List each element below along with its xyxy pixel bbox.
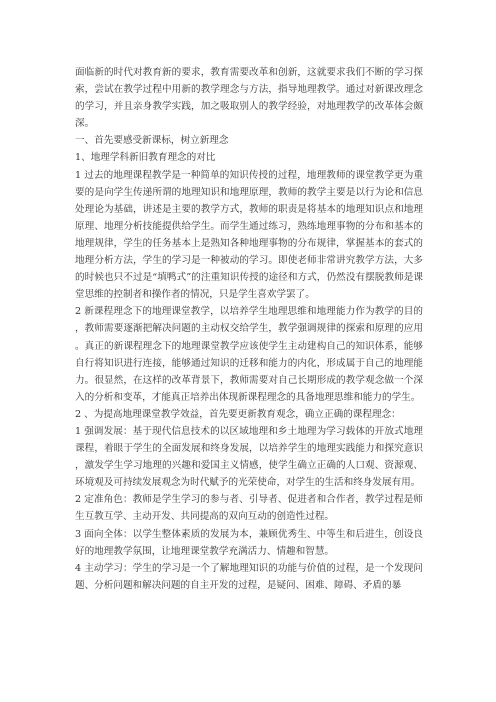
subsection-heading: 1、地理学科新旧教育理念的对比 [75, 152, 216, 164]
list-item: 1 强调发展：基于现代信息技术的以区域地理和乡土地理为学习载体的开放式地理课程，着眼于学生的全面发展和终身发展，以培养学生的地理实践能力和探究意识，激发学生学习地理的兴趣和爱国主义情感，使学生确立正确的人口观、资源观、环境观及可持续发展观念为时代赋予的光荣使命，对学生的生活和终身发展有用。 [75, 425, 423, 489]
list-item: 4 主动学习：学生的学习是一个了解地理知识的功能与价值的过程，是一个发现问题、分析问题和解决问题的自主开发的过程，是疑问、困难、障碍、矛盾的暴 [75, 562, 423, 591]
document-body [75, 64, 423, 594]
paragraph-old-teaching: 1 过去的地理课程教学是一种简单的知识传授的过程，地理教师的课堂教学更为重要的是向学生传递所谓的地理知识和地理原理，教师的教学主要是以行为论和信息处理论为基础，讲述是主要的教学方式，教师的职责是将基本的地理知识点和地理原理、地理分析技能提供给学生。而学生通过练习，熟练地理事物的分布和基本的地理规律，学生的任务基本上是熟知各种地理事物的分布规律，掌握基本的套式的地理分析方法，学生的学习是一种被动的学习。即使老师非常讲究教学方法，大多的时候也只不过是“填鸭式”的注重知识传授的途径和方式，仍然没有摆脱教师是课堂思维的控制者和操作者的情况，只是学生喜欢学罢了。 [75, 169, 423, 301]
list-item: 3 面向全体：以学生整体素质的发展为本，兼顾优秀生、中等生和后进生，创设良好的地理教学氛围，让地理课堂教学充满活力、情趣和智慧。 [75, 528, 423, 557]
intro-paragraph: 面临新的时代对教育新的要求，教育需要改革和创新，这就要求我们不断的学习探索，尝试在教学过程中用新的教学理念与方法，指导地理教学。通过对新课改理念的学习，并且亲身教学实践，加之吸取别人的教学经验，对地理教学的改革体会颇深。 [75, 67, 423, 130]
paragraph-new-teaching: 2 新课程理念下的地理课堂教学，以培养学生地理思维和地理能力作为教学的目的，教师需要逐渐把解决问题的主动权交给学生，教学强调规律的探索和原理的应用。真正的新课程理念下的地理课堂教学应该使学生主动建构自己的知识体系，能够自行将知识进行连接，能够通过知识的迁移和能力的内化，形成属于自己的地理能力。很显然，在这样的改革背景下，教师需要对自己长期形成的教学观念做一个深入的分析和变革，才能真正培养出体现新课程理念的具备地理思维和能力的学生。 [75, 306, 423, 403]
list-item: 2 定准角色：教师是学生学习的参与者、引导者、促进者和合作者，教学过程是师生互教互学、主动开发、共同提高的双向互动的创造性过程。 [75, 494, 423, 523]
subsection-heading: 2 、为提高地理课堂教学效益，首先要更新教育观念，确立正确的课程理念： [75, 408, 401, 420]
section-heading: 一、首先要感受新课标，树立新理念 [75, 135, 229, 147]
